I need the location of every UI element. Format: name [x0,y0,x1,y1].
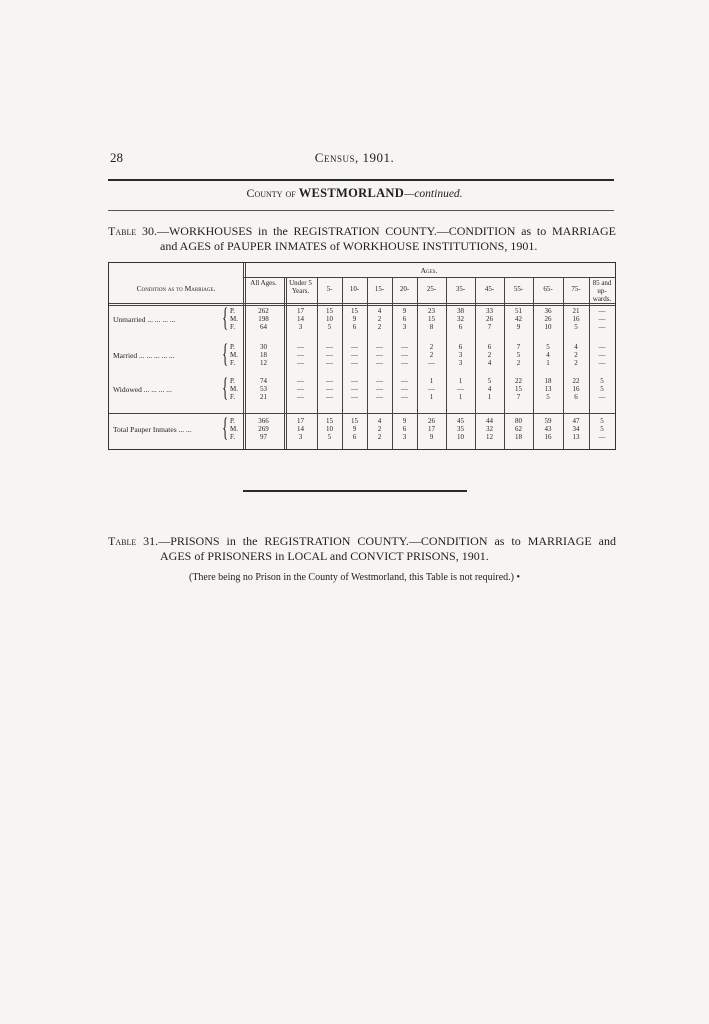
table-cell: — [401,343,408,351]
column-header: Under 5 Years. [289,279,312,295]
table-cell: 2 [429,351,434,359]
table30-caption-line2: and AGES of PAUPER INMATES of WORKHOUSE INSTITUTIONS, 1901. [160,239,538,253]
table-cell: 2 [377,425,382,433]
ages-rule [243,277,615,278]
table-cell: — [598,351,606,359]
table-cell: 9 [352,315,357,323]
table-cell: 42 [515,315,522,323]
table-cell: 2 [487,351,492,359]
table-cell: 22 [515,377,522,385]
brace-icon: { [222,413,229,442]
column-header: 15- [374,285,385,293]
table-cell: 2 [429,343,434,351]
table-cell: 2 [377,323,382,331]
table-cell: 3 [458,351,463,359]
column-header: 25- [426,285,437,293]
table-cell: — [598,359,606,367]
table-cell: — [326,343,333,351]
column-header: 75- [571,285,581,293]
table-cell: 7 [516,343,521,351]
table-cell: — [428,385,435,393]
row-label: Unmarried ... ... ... ... [113,315,176,324]
table31-note-text: (There being no Prison in the County of Westmorland, this Table is not required.) [188,572,514,583]
table-cell: 13 [572,433,580,441]
table-cell: 18 [515,433,522,441]
pmf-label: M. [230,315,238,323]
table-cell: 16 [572,315,580,323]
table-cell: 51 [515,307,522,315]
table-cell: 9 [402,307,407,315]
total-rule [109,413,615,414]
table-cell: 16 [544,433,552,441]
table-cell: — [401,385,408,393]
table-cell: — [376,377,383,385]
column-header: 35- [455,285,466,293]
table-cell: 5 [546,343,550,351]
table-cell: — [326,393,333,401]
table-cell: — [401,377,408,385]
pmf-label: P. [230,377,235,385]
table-cell: 2 [377,315,382,323]
column-header: 45- [484,285,495,293]
table-cell: 269 [258,425,269,433]
column-header: 10- [349,285,360,293]
table-cell: 5 [600,385,604,393]
table-cell: 35 [457,425,464,433]
table-cell: — [351,343,358,351]
brace-icon: { [222,339,229,368]
table-cell: 6 [352,323,357,331]
table-cell: 80 [515,417,522,425]
table-cell: 14 [297,425,304,433]
table-cell: 62 [515,425,522,433]
table-cell: 34 [572,425,580,433]
table-cell: — [598,393,606,401]
county-rule [108,210,614,211]
table-cell: 64 [260,323,267,331]
pmf-label: F. [230,433,236,441]
table-cell: — [376,343,383,351]
table-cell: 18 [260,351,267,359]
table-cell: — [401,393,408,401]
table-cell: 5 [327,323,332,331]
condition-header: Condition as to Marriage. [136,284,216,293]
table-cell: 9 [402,417,407,425]
column-header: 5- [326,285,333,293]
table-cell: 5 [546,393,550,401]
table-cell: — [297,343,304,351]
row-label: Widowed ... ... ... ... [113,385,172,394]
table-cell: — [297,393,304,401]
table-cell: 18 [544,377,552,385]
table-cell: 1 [429,393,434,401]
table-cell: 23 [428,307,435,315]
row-label: Total Pauper Inmates ... ... [113,425,192,434]
table-cell: 4 [574,343,578,351]
table-cell: 6 [402,315,407,323]
pmf-label: P. [230,307,235,315]
table-cell: 26 [544,315,552,323]
brace-icon: { [222,303,229,332]
table-cell: 16 [572,385,580,393]
table-cell: 10 [326,425,333,433]
table-cell: 10 [326,315,333,323]
county-suffix: —continued. [404,188,463,200]
table-cell: 2 [574,351,578,359]
table-cell: — [351,359,358,367]
table-cell: 4 [377,307,382,315]
table-cell: 2 [574,359,578,367]
table-cell: 7 [487,323,492,331]
table-cell: — [598,323,606,331]
table-cell: 1 [458,393,463,401]
table-cell: 22 [572,377,580,385]
table-cell: — [326,377,333,385]
pmf-label: F. [230,359,236,367]
table-cell: 3 [458,359,463,367]
table-cell: 9 [516,323,521,331]
table-cell: 5 [487,377,492,385]
table-cell: 12 [486,433,493,441]
pmf-label: M. [230,425,238,433]
ages-header: Ages. [420,266,438,275]
column-header: 55- [513,285,524,293]
table-cell: 97 [260,433,267,441]
table-cell: 4 [487,359,492,367]
table-cell: 262 [258,307,269,315]
table-cell: 5 [327,433,332,441]
table-cell: 10 [544,323,552,331]
table-cell: 17 [297,417,304,425]
table-cell: — [351,393,358,401]
column-header: 20- [399,285,410,293]
pmf-label: F. [230,323,236,331]
table-cell: 2 [377,433,382,441]
table-cell: 15 [326,307,333,315]
county-heading [0,186,709,201]
table-cell: 6 [574,393,578,401]
table-cell: — [351,377,358,385]
table-cell: — [376,351,383,359]
table-cell: 15 [428,315,435,323]
table-cell: 15 [515,385,522,393]
table31-caption-line1: —PRISONS in the REGISTRATION COUNTY.—CONDITION as to MARRIAGE and [158,534,616,548]
table-cell: — [297,359,304,367]
table-cell: 10 [457,433,464,441]
table30 [108,262,616,450]
table-cell: 198 [258,315,269,323]
table-cell: 47 [572,417,580,425]
table-cell: 1 [458,377,463,385]
header-rule [108,179,614,181]
table-cell: 3 [298,323,303,331]
table-cell: — [401,359,408,367]
table-cell: — [598,315,606,323]
table-cell: 1 [487,393,492,401]
table-cell: 6 [458,323,463,331]
column-header: 65- [543,285,553,293]
table-cell: 21 [572,307,580,315]
table-cell: 1 [429,377,434,385]
table-cell: — [326,359,333,367]
table-cell: 9 [352,425,357,433]
table-cell: 44 [486,417,493,425]
table-cell: 6 [458,343,463,351]
pmf-label: M. [230,385,238,393]
table-cell: 5 [600,377,604,385]
table-cell: 9 [429,433,434,441]
table-cell: 5 [600,425,604,433]
table-cell: 30 [260,343,267,351]
page-number: 28 [110,150,123,165]
table-cell: 6 [402,425,407,433]
table-cell: — [457,385,464,393]
table30-label: Table 30. [108,224,157,238]
table-cell: — [598,433,606,441]
table-cell: 5 [574,323,578,331]
table-cell: — [351,385,358,393]
table-cell: — [428,359,435,367]
table-cell: 17 [297,307,304,315]
pmf-label: F. [230,393,236,401]
table-cell: 12 [260,359,267,367]
table-cell: 366 [258,417,269,425]
table-cell: 45 [457,417,464,425]
row-label: Married ... ... ... ... ... [113,351,175,360]
table-cell: — [297,377,304,385]
table-cell: 33 [486,307,493,315]
table-cell: 6 [487,343,492,351]
table-cell: 74 [260,377,267,385]
table-cell: — [376,359,383,367]
table-cell: 53 [260,385,267,393]
column-header: All Ages. [250,279,277,287]
table-cell: 21 [260,393,267,401]
table31-caption-line2: AGES of PRISONERS in LOCAL and CONVICT PRISONS, 1901. [160,549,489,563]
pmf-label: M. [230,351,238,359]
table-cell: 14 [297,315,304,323]
table-cell: 32 [486,425,493,433]
table-cell: 15 [351,307,358,315]
table-cell: 15 [351,417,358,425]
table-cell: 5 [600,417,604,425]
running-title: Census, 1901. [314,150,395,165]
pmf-label: P. [230,343,235,351]
table-cell: — [326,385,333,393]
table-cell: 2 [516,359,521,367]
brace-icon: { [222,373,229,402]
table-cell: — [598,343,606,351]
table-cell: — [376,385,383,393]
table-cell: 3 [402,323,407,331]
table30-caption [108,224,616,254]
table-cell: 4 [487,385,492,393]
table-cell: 59 [544,417,552,425]
table-cell: 36 [544,307,552,315]
county-prefix: County of [246,186,296,200]
table-cell: 3 [298,433,303,441]
table-cell: — [376,393,383,401]
table31-caption [108,534,616,564]
table-cell: 17 [428,425,435,433]
table-cell: 38 [457,307,464,315]
county-name: WESTMORLAND [298,186,405,200]
table-cell: — [598,307,606,315]
stray-mark: • [516,572,521,583]
table-cell: 15 [326,417,333,425]
table31-label: Table 31. [108,534,159,548]
table-cell: — [297,351,304,359]
table-cell: 26 [428,417,435,425]
table-cell: 4 [546,351,550,359]
table-cell: — [326,351,333,359]
table-cell: 32 [457,315,464,323]
table-cell: — [351,351,358,359]
table-cell: 8 [429,323,434,331]
table-cell: — [401,351,408,359]
table-cell: 13 [544,385,552,393]
table31-note [0,572,709,583]
column-header: 85 and up-wards. [592,279,612,303]
table-cell: 1 [546,359,550,367]
table-cell: — [297,385,304,393]
header-bottom-rule [109,303,615,306]
table-cell: 7 [516,393,521,401]
table-cell: 3 [402,433,407,441]
table-cell: 5 [516,351,521,359]
table-cell: 6 [352,433,357,441]
table30-caption-line1: —WORKHOUSES in the REGISTRATION COUNTY.—CONDITION as to MARRIAGE [156,224,616,238]
pmf-label: P. [230,417,235,425]
table-cell: 4 [377,417,382,425]
table-cell: 43 [544,425,552,433]
section-separator [243,490,467,492]
table-cell: 26 [486,315,493,323]
